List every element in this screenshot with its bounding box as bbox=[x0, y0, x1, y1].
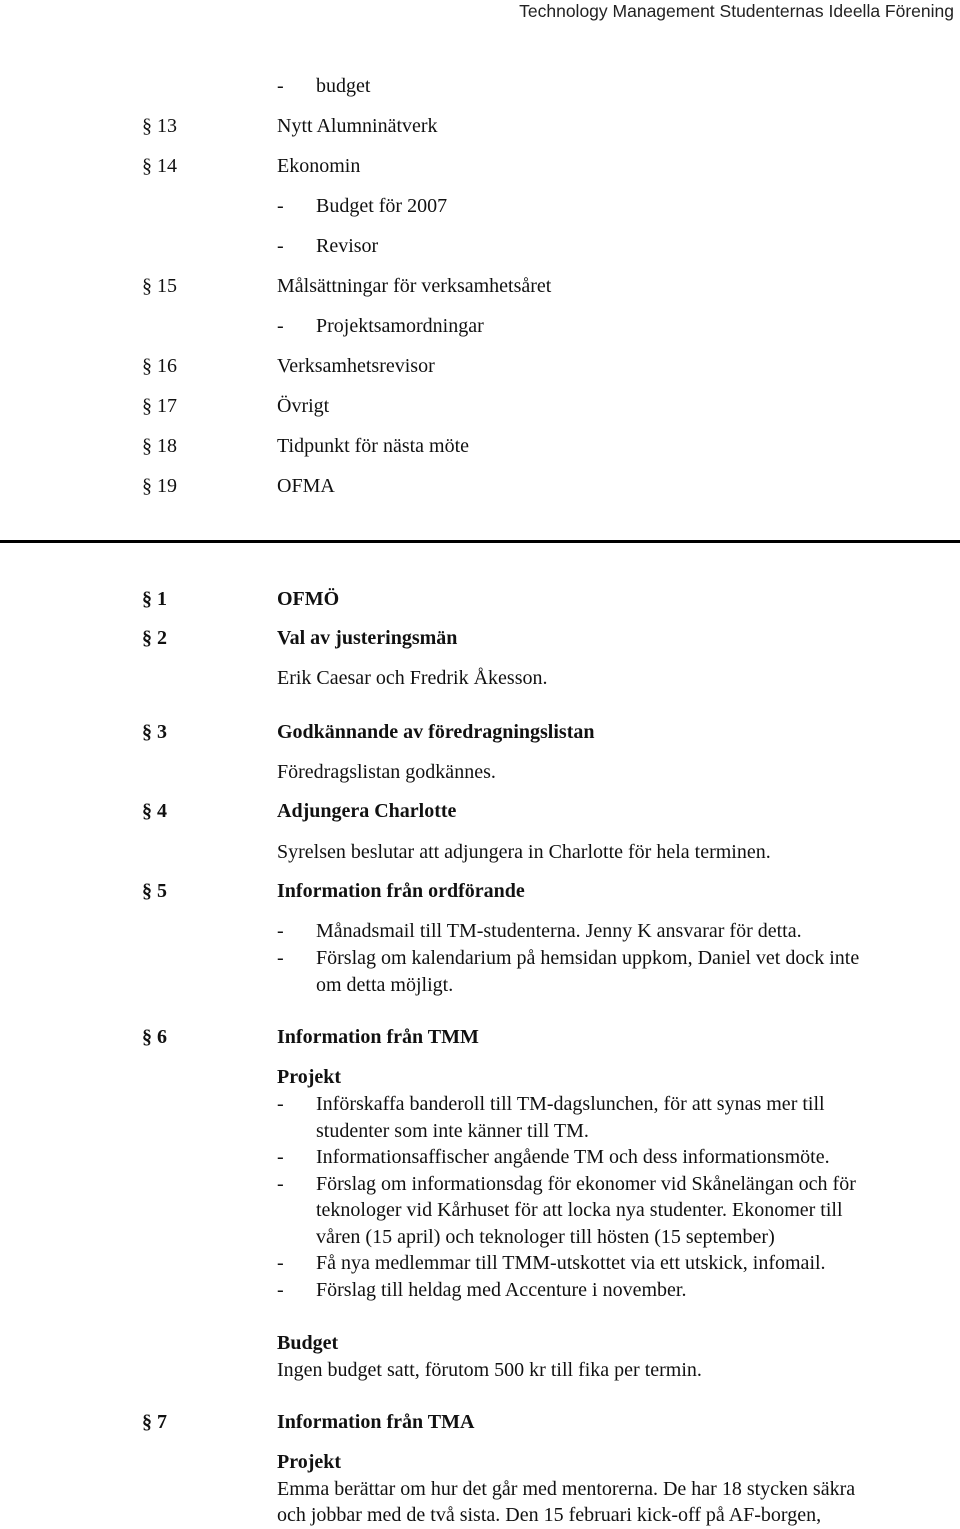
minutes-line bbox=[0, 1356, 960, 1384]
agenda-line bbox=[0, 312, 960, 340]
section-heading: Val av justeringsmän bbox=[277, 627, 458, 649]
subheading: Projekt bbox=[277, 1451, 342, 1473]
agenda-line bbox=[0, 72, 960, 100]
minutes-line bbox=[0, 718, 960, 746]
minutes-line bbox=[0, 1249, 960, 1277]
section-number: § 5 bbox=[142, 880, 167, 902]
subheading: Projekt bbox=[277, 1066, 342, 1088]
minutes-line bbox=[0, 624, 960, 652]
subheading: Budget bbox=[277, 1332, 339, 1354]
section-heading: Information från TMA bbox=[277, 1411, 475, 1433]
agenda-item: Verksamhetsrevisor bbox=[277, 355, 435, 377]
minutes-line bbox=[0, 1090, 960, 1118]
bullet-dash: - bbox=[277, 195, 284, 217]
section-number: § 7 bbox=[142, 1411, 167, 1433]
minutes-line bbox=[0, 944, 960, 972]
section-number: § 18 bbox=[142, 435, 177, 457]
bullet-dash: - bbox=[277, 315, 284, 337]
bullet-dash: - bbox=[277, 1252, 284, 1274]
body-text: Syrelsen beslutar att adjungera in Charlotte för hela terminen. bbox=[277, 841, 771, 863]
page-header: Technology Management Studenternas Ideella Förening bbox=[519, 1, 954, 21]
bullet-text: Införskaffa banderoll till TM-dagslunchen, för att synas mer till bbox=[316, 1093, 825, 1115]
minutes-line bbox=[0, 1223, 960, 1251]
minutes-line bbox=[0, 877, 960, 905]
minutes-line bbox=[0, 1063, 960, 1091]
bullet-text: Informationsaffischer angående TM och dess informationsmöte. bbox=[316, 1146, 830, 1168]
bullet-text: budget bbox=[316, 75, 371, 97]
bullet-dash: - bbox=[277, 1146, 284, 1168]
section-number: § 4 bbox=[142, 800, 167, 822]
bullet-continuation: teknologer vid Kårhuset för att locka nya studenter. Ekonomer till bbox=[316, 1199, 843, 1221]
bullet-text: Revisor bbox=[316, 235, 379, 257]
section-number: § 6 bbox=[142, 1026, 167, 1048]
bullet-continuation: om detta möjligt. bbox=[316, 974, 454, 996]
section-number: § 15 bbox=[142, 275, 177, 297]
bullet-text: Månadsmail till TM-studenterna. Jenny K ansvarar för detta. bbox=[316, 920, 802, 942]
bullet-continuation: studenter som inte känner till TM. bbox=[316, 1120, 589, 1142]
agenda-line bbox=[0, 352, 960, 380]
minutes-line bbox=[0, 1329, 960, 1357]
minutes-line bbox=[0, 1276, 960, 1304]
bullet-text: Få nya medlemmar till TMM-utskottet via ett utskick, infomail. bbox=[316, 1252, 826, 1274]
section-number: § 1 bbox=[142, 588, 167, 610]
body-text: Ingen budget satt, förutom 500 kr till fika per termin. bbox=[277, 1359, 702, 1381]
agenda-item: Nytt Alumninätverk bbox=[277, 115, 438, 137]
bullet-text: Budget för 2007 bbox=[316, 195, 448, 217]
minutes-line bbox=[0, 797, 960, 825]
agenda-item: Övrigt bbox=[277, 395, 330, 417]
bullet-dash: - bbox=[277, 1173, 284, 1195]
agenda-line bbox=[0, 152, 960, 180]
agenda-item: OFMA bbox=[277, 475, 335, 497]
section-number: § 13 bbox=[142, 115, 177, 137]
body-text: och jobbar med de två sista. Den 15 februari kick-off på AF-borgen, bbox=[277, 1504, 822, 1526]
section-heading: OFMÖ bbox=[277, 588, 340, 610]
agenda-item: Målsättningar för verksamhetsåret bbox=[277, 275, 552, 297]
section-number: § 3 bbox=[142, 721, 167, 743]
bullet-dash: - bbox=[277, 947, 284, 969]
bullet-continuation: våren (15 april) och teknologer till hösten (15 september) bbox=[316, 1226, 775, 1248]
minutes-line bbox=[0, 1408, 960, 1436]
minutes-line bbox=[0, 664, 960, 692]
minutes-line bbox=[0, 917, 960, 945]
agenda-line bbox=[0, 232, 960, 260]
bullet-text: Förslag om kalendarium på hemsidan uppkom, Daniel vet dock inte bbox=[316, 947, 860, 969]
minutes-line bbox=[0, 1475, 960, 1503]
minutes-line bbox=[0, 1143, 960, 1171]
section-number: § 16 bbox=[142, 355, 177, 377]
agenda-line bbox=[0, 272, 960, 300]
minutes-line bbox=[0, 1448, 960, 1476]
minutes-line bbox=[0, 1023, 960, 1051]
section-heading: Adjungera Charlotte bbox=[277, 800, 457, 822]
bullet-text: Förslag om informationsdag för ekonomer vid Skånelängan och för bbox=[316, 1173, 856, 1195]
section-heading: Information från ordförande bbox=[277, 880, 525, 902]
agenda-item: Ekonomin bbox=[277, 155, 361, 177]
agenda-line bbox=[0, 392, 960, 420]
minutes-line bbox=[0, 971, 960, 999]
section-divider bbox=[0, 540, 960, 543]
agenda-line bbox=[0, 112, 960, 140]
bullet-dash: - bbox=[277, 1279, 284, 1301]
agenda-line bbox=[0, 192, 960, 220]
bullet-text: Förslag till heldag med Accenture i november. bbox=[316, 1279, 687, 1301]
section-heading: Godkännande av föredragningslistan bbox=[277, 721, 595, 743]
section-number: § 2 bbox=[142, 627, 167, 649]
agenda-item: Tidpunkt för nästa möte bbox=[277, 435, 470, 457]
minutes-line bbox=[0, 838, 960, 866]
agenda-line bbox=[0, 432, 960, 460]
bullet-text: Projektsamordningar bbox=[316, 315, 484, 337]
minutes-line bbox=[0, 1117, 960, 1145]
minutes-line bbox=[0, 585, 960, 613]
minutes-line bbox=[0, 1501, 960, 1529]
bullet-dash: - bbox=[277, 235, 284, 257]
bullet-dash: - bbox=[277, 920, 284, 942]
bullet-dash: - bbox=[277, 1093, 284, 1115]
body-text: Erik Caesar och Fredrik Åkesson. bbox=[277, 667, 548, 689]
minutes-line bbox=[0, 758, 960, 786]
minutes-line bbox=[0, 1196, 960, 1224]
body-text: Föredragslistan godkännes. bbox=[277, 761, 496, 783]
section-number: § 17 bbox=[142, 395, 177, 417]
body-text: Emma berättar om hur det går med mentorerna. De har 18 stycken säkra bbox=[277, 1478, 856, 1500]
section-number: § 19 bbox=[142, 475, 177, 497]
section-heading: Information från TMM bbox=[277, 1026, 479, 1048]
bullet-dash: - bbox=[277, 75, 284, 97]
agenda-line bbox=[0, 472, 960, 500]
section-number: § 14 bbox=[142, 155, 177, 177]
minutes-line bbox=[0, 1170, 960, 1198]
